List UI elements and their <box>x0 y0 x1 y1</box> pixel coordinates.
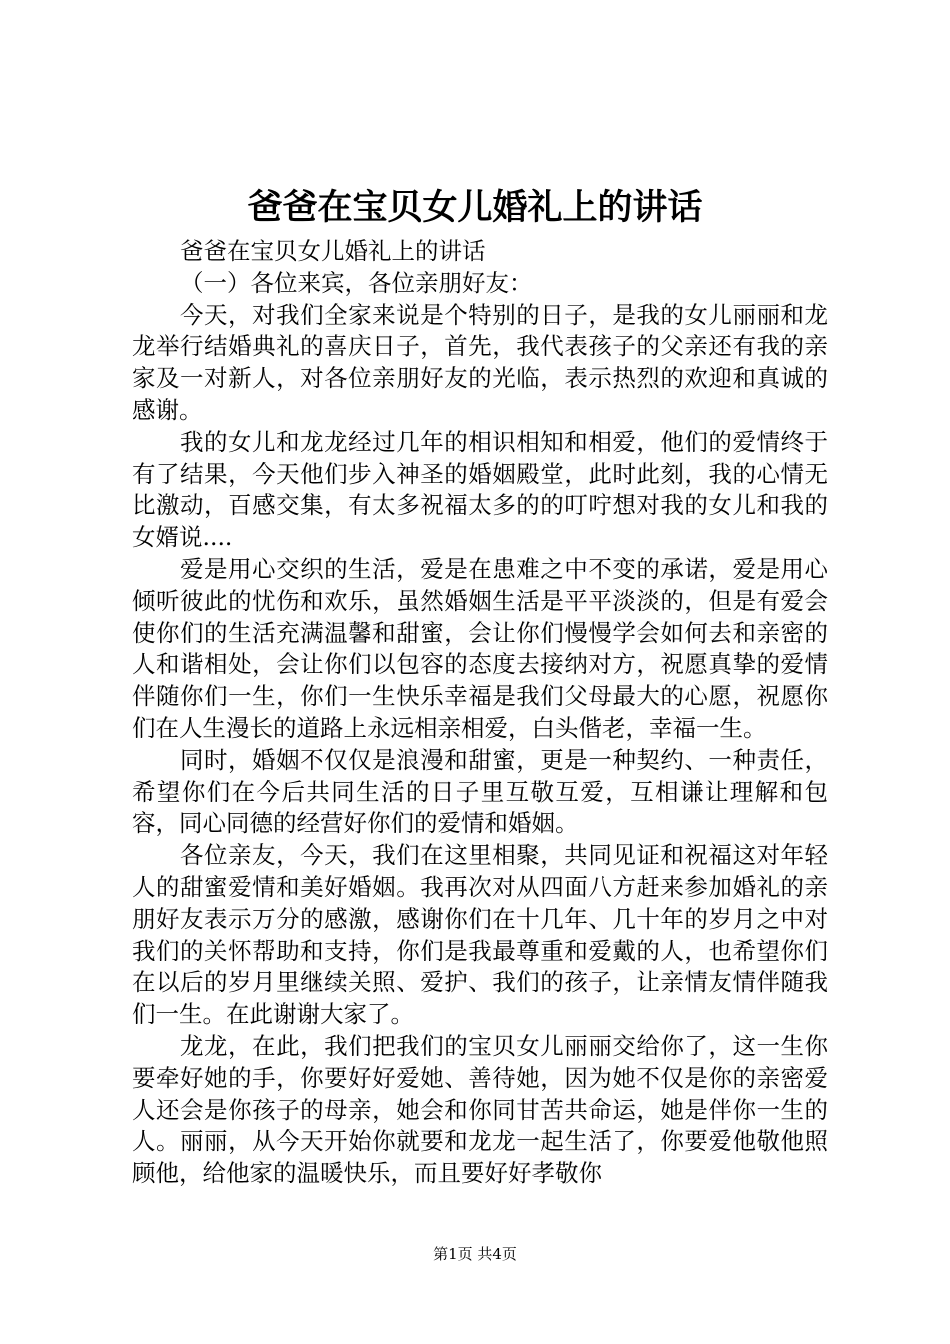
paragraph-salutation: （一）各位来宾，各位亲朋好友： <box>180 268 533 297</box>
document-title: 爸爸在宝贝女儿婚礼上的讲话 <box>247 187 703 228</box>
paragraph: 我的女儿和龙龙经过几年的相识相知和相爱，他们的爱情终于有了结果，今天他们步入神圣的婚姻殿堂，此时此刻，我的心情无比激动，百感交集，有太多祝福太多的的叮咛想对我的女儿和我的女婿说.... <box>132 427 828 552</box>
paragraph: 同时，婚姻不仅仅是浪漫和甜蜜，更是一种契约、一种责任，希望你们在今后共同生活的日子里互敬互爱，互相谦让理解和包容，同心同德的经营好你们的爱情和婚姻。 <box>132 745 828 838</box>
paragraph: 龙龙，在此，我们把我们的宝贝女儿丽丽交给你了，这一生你要牵好她的手，你要好好爱她、善待她，因为她不仅是你的亲密爱人还会是你孩子的母亲，她会和你同甘苦共命运，她是伴你一生的人。丽丽，从今天开始你就要和龙龙一起生活了，你要爱他敬他照顾他，给他家的温暖快乐，而且要好好孝敬你 <box>132 1031 828 1188</box>
page-number-footer: 第1页 共4页 <box>433 1245 517 1263</box>
paragraph: 爱是用心交织的生活，爱是在患难之中不变的承诺，爱是用心倾听彼此的忧伤和欢乐，虽然婚姻生活是平平淡淡的，但是有爱会使你们的生活充满温馨和甜蜜，会让你们慢慢学会如何去和亲密的人和谐相处，会让你们以包容的态度去接纳对方，祝愿真挚的爱情伴随你们一生，你们一生快乐幸福是我们父母最大的心愿，祝愿你们在人生漫长的道路上永远相亲相爱，白头偕老，幸福一生。 <box>132 554 828 742</box>
paragraph-subtitle: 爸爸在宝贝女儿婚礼上的讲话 <box>180 237 486 265</box>
paragraph: 各位亲友，今天，我们在这里相聚，共同见证和祝福这对年轻人的甜蜜爱情和美好婚姻。我再次对从四面八方赶来参加婚礼的亲朋好友表示万分的感激，感谢你们在十几年、几十年的岁月之中对我们的关怀帮助和支持，你们是我最尊重和爱戴的人，也希望你们在以后的岁月里继续关照、爱护、我们的孩子，让亲情友情伴随我们一生。在此谢谢大家了。 <box>132 841 828 1029</box>
document-body <box>132 236 828 1190</box>
paragraph: 今天，对我们全家来说是个特别的日子，是我的女儿丽丽和龙龙举行结婚典礼的喜庆日子，首先，我代表孩子的父亲还有我的亲家及一对新人，对各位亲朋好友的光临，表示热烈的欢迎和真诚的感谢。 <box>132 300 828 424</box>
